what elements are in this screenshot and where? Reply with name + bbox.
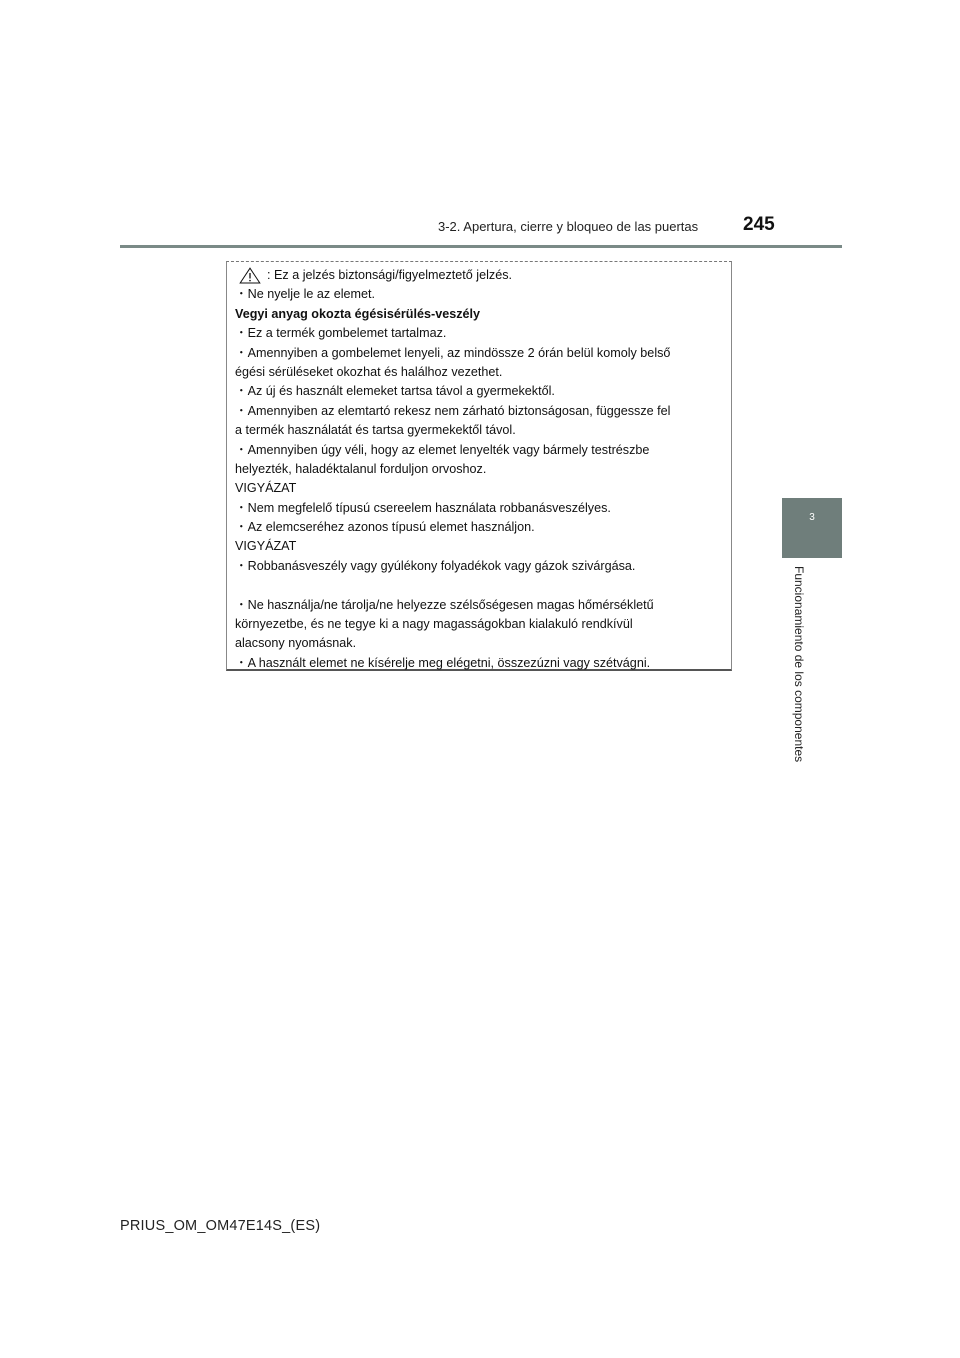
warning-line: ・Amennyiben az elemtartó rekesz nem zárható biztonságosan, függessze fel <box>235 403 671 418</box>
warning-line: ・Ne használja/ne tárolja/ne helyezze szélsőségesen magas hőmérsékletű <box>235 597 654 612</box>
warning-line: égési sérüléseket okozhat és halálhoz vezethet. <box>235 364 503 379</box>
section-title: 3-2. Apertura, cierre y bloqueo de las puertas <box>438 219 699 234</box>
warning-line: ・A használt elemet ne kísérelje meg elégetni, összezúzni vagy szétvágni. <box>235 655 651 670</box>
warning-line: a termék használatát és tartsa gyermekektől távol. <box>235 423 516 438</box>
warning-line: ・Nem megfelelő típusú csereelem használata robbanásveszélyes. <box>235 500 611 515</box>
warning-triangle-icon <box>239 267 261 284</box>
chapter-tab <box>782 498 842 558</box>
warning-title: : Ez a jelzés biztonsági/figyelmeztető jelzés. <box>267 268 512 282</box>
warning-title-line <box>235 266 725 285</box>
warning-line: VIGYÁZAT <box>235 481 297 496</box>
header-rule <box>120 245 842 248</box>
warning-line: Vegyi anyag okozta égésisérülés-veszély <box>235 306 481 321</box>
warning-line: ・Ne nyelje le az elemet. <box>235 287 375 302</box>
chapter-number: 3 <box>809 512 815 523</box>
warning-line: ・Robbanásveszély vagy gyúlékony folyadékok vagy gázok szivárgása. <box>235 558 636 573</box>
chapter-label: Funcionamiento de los componentes <box>792 566 806 763</box>
warning-line: helyezték, haladéktalanul forduljon orvoshoz. <box>235 461 487 476</box>
warning-line: VIGYÁZAT <box>235 539 297 554</box>
warning-line: környezetbe, és ne tegye ki a nagy magasságokban kialakuló rendkívül <box>235 617 633 632</box>
warning-text <box>235 266 725 673</box>
warning-line: ・Ez a termék gombelemet tartalmaz. <box>235 326 447 341</box>
warning-line: ・Az új és használt elemeket tartsa távol a gyermekektől. <box>235 384 555 399</box>
warning-line <box>235 576 725 595</box>
page-number: 245 <box>743 214 775 235</box>
warning-line: ・Amennyiben a gombelemet lenyeli, az mindössze 2 órán belül komoly belső <box>235 345 671 360</box>
document-code: PRIUS_OM_OM47E14S_(ES) <box>120 1218 321 1234</box>
warning-line: alacsony nyomásnak. <box>235 636 357 651</box>
warning-line: ・Amennyiben úgy véli, hogy az elemet lenyelték vagy bármely testrészbe <box>235 442 650 457</box>
warning-line: ・Az elemcseréhez azonos típusú elemet használjon. <box>235 520 535 535</box>
